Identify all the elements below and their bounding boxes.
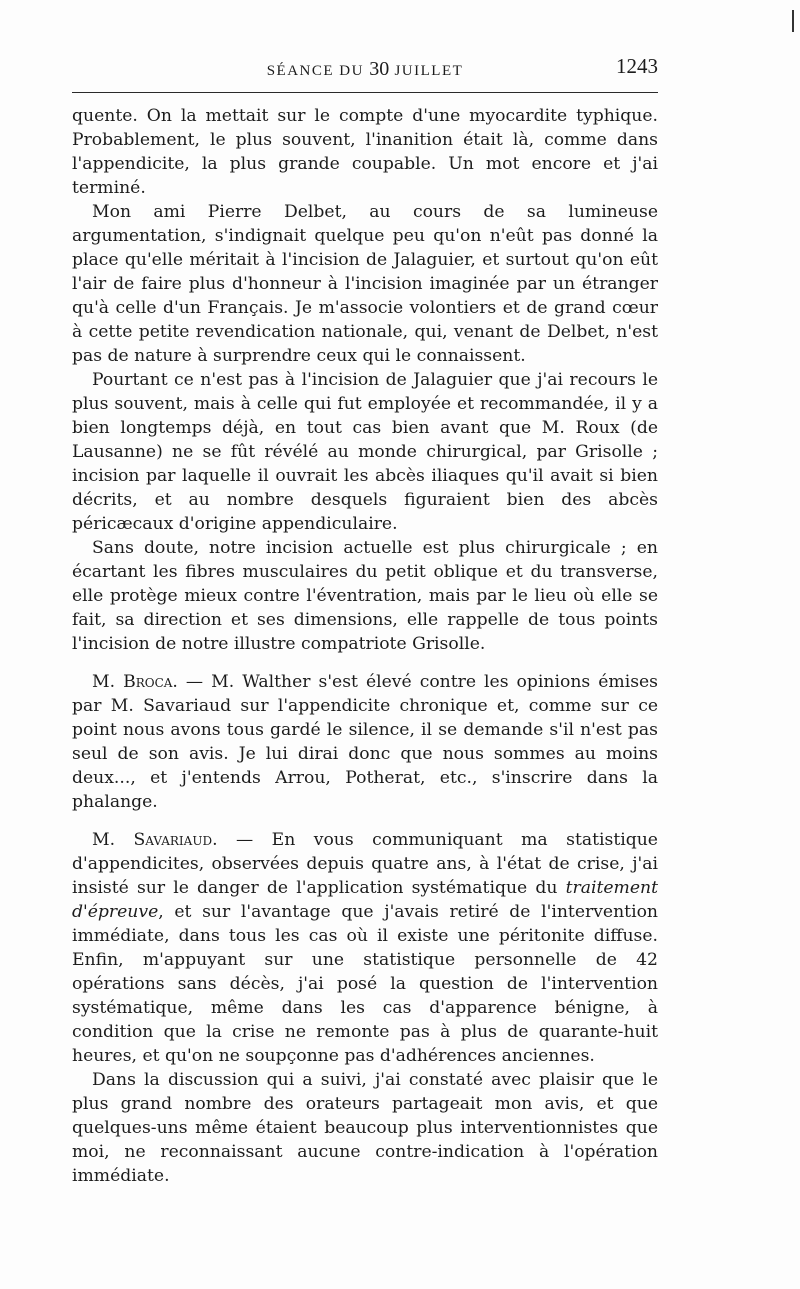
paragraph-savariaud-text-a: — En vous communiquant ma statistique d'appendicites, observées depuis quatre ans, à l'état de crise, j'ai insisté sur le danger de l'application systématique du: [72, 830, 658, 898]
paragraph-4: Sans doute, notre incision actuelle est plus chirurgicale ; en écartant les fibres musculaires du petit oblique et du transverse, elle protège mieux contre l'éventration, mais par le lieu où elle se fait, sa direction et ses dimensions, elle rappelle de tous points l'incision de notre illustre compatriote Grisolle.: [72, 538, 658, 654]
paragraph-3: Pourtant ce n'est pas à l'incision de Jalaguier que j'ai recours le plus souvent, mais à celle qui fut employée et recommandée, il y a bien longtemps déjà, en tout cas bien avant que M. Roux (de Lausanne) ne se fût révélé au monde chirurgical, par Grisolle ; incision par laquelle il ouvrait les abcès iliaques qu'il avait si bien décrits, et au nombre desquels figuraient bien des abcès péricæcaux d'origine appendiculaire.: [72, 370, 658, 534]
paragraph-broca: [72, 670, 658, 814]
page-number: 1243: [616, 54, 658, 78]
running-head-prefix: SÉANCE DU: [266, 63, 364, 79]
paragraph-savariaud-text-b: , et sur l'avantage que j'avais retiré de l'intervention immédiate, dans tous les cas où il existe une péritonite diffuse. Enfin, m'appuyant sur une statistique personnelle de 42 opérations sans décès, j'ai posé la question de l'intervention systématique, même dans les cas d'apparence bénigne, à condition que la crise ne remonte pas à plus de quarante-huit heures, et qu'on ne soupçonne pas d'adhérences anciennes.: [72, 902, 658, 1066]
paragraph-savariaud-italic: traitement d'épreuve: [72, 878, 658, 922]
page-edge-mark: [792, 10, 794, 32]
speaker-broca: M. Broca.: [92, 672, 178, 692]
header-rule: [72, 92, 658, 93]
paragraph-7: Dans la discussion qui a suivi, j'ai constaté avec plaisir que le plus grand nombre des orateurs partageait mon avis, et que quelques-uns même étaient beaucoup plus interventionnistes que moi, ne reconnaissant aucune contre-indication à l'opération immédiate.: [72, 1070, 658, 1186]
paragraph-1: quente. On la mettait sur le compte d'une myocardite typhique. Probablement, le plus souvent, l'inanition était là, comme dans l'appendicite, la plus grande coupable. Un mot encore et j'ai terminé.: [72, 106, 658, 198]
running-head-suffix: JUILLET: [394, 63, 464, 79]
paragraph-2: Mon ami Pierre Delbet, au cours de sa lumineuse argumentation, s'indignait quelque peu qu'on n'eût pas donné la place qu'elle méritait à l'incision de Jalaguier, et surtout qu'on eût l'air de faire plus d'honneur à l'incision imaginée par un étranger qu'à celle d'un Français. Je m'associe volontiers et de grand cœur à cette petite revendication nationale, qui, venant de Delbet, n'est pas de nature à surprendre ceux qui le connaissent.: [72, 202, 658, 366]
page-header: [72, 52, 658, 82]
body-text: [72, 104, 658, 1188]
paragraph-broca-text: — M. Walther s'est élevé contre les opinions émises par M. Savariaud sur l'appendicite chronique et, comme sur ce point nous avons tous gardé le silence, il se demande s'il n'est pas seul de son avis. Je lui dirai donc que nous sommes au moins deux..., et j'entends Arrou, Potherat, etc., s'inscrire dans la phalange.: [72, 672, 659, 812]
speaker-savariaud: M. Savariaud.: [92, 830, 218, 850]
running-head-day: 30: [369, 58, 390, 80]
running-head: [72, 58, 658, 81]
paragraph-savariaud: [72, 828, 658, 1068]
